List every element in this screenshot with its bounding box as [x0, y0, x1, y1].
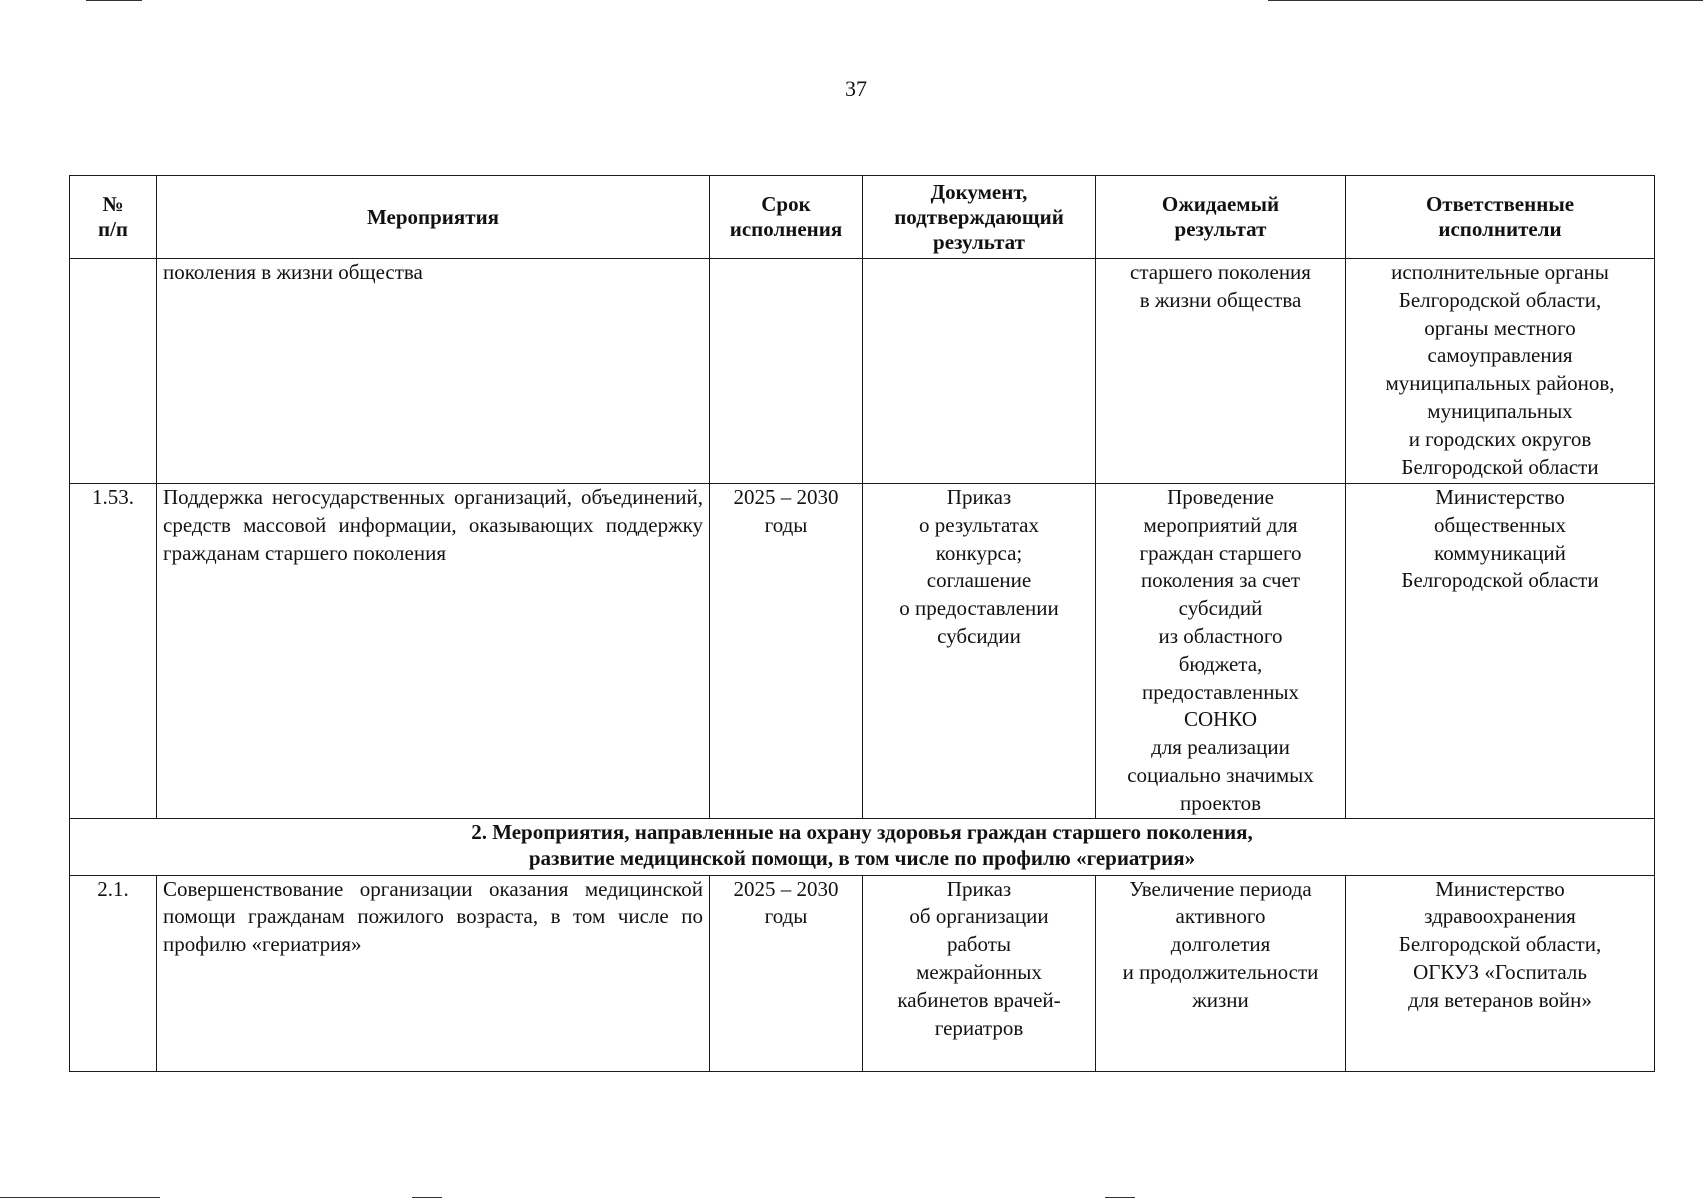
row-activity: Совершенствование организации оказания медицинской помощи гражданам пожилого возраста, в том числе по профилю «гериатрия»	[157, 875, 710, 1071]
table-row	[70, 484, 1655, 819]
section-heading-line: 2. Мероприятия, направленные на охрану здоровья граждан старшего поколения,	[471, 819, 1253, 844]
row-term: 2025 – 2030 годы	[710, 875, 863, 1071]
section-heading	[70, 818, 1655, 875]
row-number	[70, 259, 157, 484]
table-row	[70, 259, 1655, 484]
header-number: № п/п	[70, 176, 157, 259]
row-expected-result: Увеличение периода активного долголетия и продолжительности жизни	[1096, 875, 1346, 1071]
row-responsible: Министерство общественных коммуникаций Белгородской области	[1346, 484, 1655, 819]
row-document: Приказ об организации работы межрайонных кабинетов врачей- гериатров	[863, 875, 1096, 1071]
page-number: 37	[845, 76, 867, 101]
row-number: 1.53.	[70, 484, 157, 819]
section-heading-line: развитие медицинской помощи, в том числе по профилю «гериатрия»	[528, 845, 1196, 870]
table-row	[70, 875, 1655, 1071]
scan-artifact-line	[1105, 1197, 1135, 1198]
row-responsible: Министерство здравоохранения Белгородской области, ОГКУЗ «Госпиталь для ветеранов войн»	[1346, 875, 1655, 1071]
header-term: Срок исполнения	[710, 176, 863, 259]
row-responsible: исполнительные органы Белгородской области, органы местного самоуправления муниципальных районов, муниципальных и городских округов Белгородской области	[1346, 259, 1655, 484]
header-expected-result: Ожидаемый результат	[1096, 176, 1346, 259]
row-term	[710, 259, 863, 484]
scan-artifact-line	[0, 1197, 160, 1198]
row-term: 2025 – 2030 годы	[710, 484, 863, 819]
row-document: Приказ о результатах конкурса; соглашение о предоставлении субсидии	[863, 484, 1096, 819]
table-header-row	[70, 176, 1655, 259]
row-number: 2.1.	[70, 875, 157, 1071]
row-expected-result: Проведение мероприятий для граждан старшего поколения за счет субсидий из областного бюджета, предоставленных СОНКО для реализации социально значимых проектов	[1096, 484, 1346, 819]
activities-table	[69, 175, 1655, 1072]
row-activity: Поддержка негосударственных организаций, объединений, средств массовой информации, оказывающих поддержку гражданам старшего поколения	[157, 484, 710, 819]
row-document	[863, 259, 1096, 484]
header-activity: Мероприятия	[157, 176, 710, 259]
scan-artifact-line	[86, 0, 142, 1]
scan-artifact-line	[1268, 0, 1703, 1]
section-heading-row	[70, 818, 1655, 875]
scan-artifact-line	[412, 1197, 442, 1198]
header-responsible: Ответственные исполнители	[1346, 176, 1655, 259]
row-expected-result: старшего поколения в жизни общества	[1096, 259, 1346, 484]
header-document: Документ, подтверждающий результат	[863, 176, 1096, 259]
row-activity: поколения в жизни общества	[157, 259, 710, 484]
